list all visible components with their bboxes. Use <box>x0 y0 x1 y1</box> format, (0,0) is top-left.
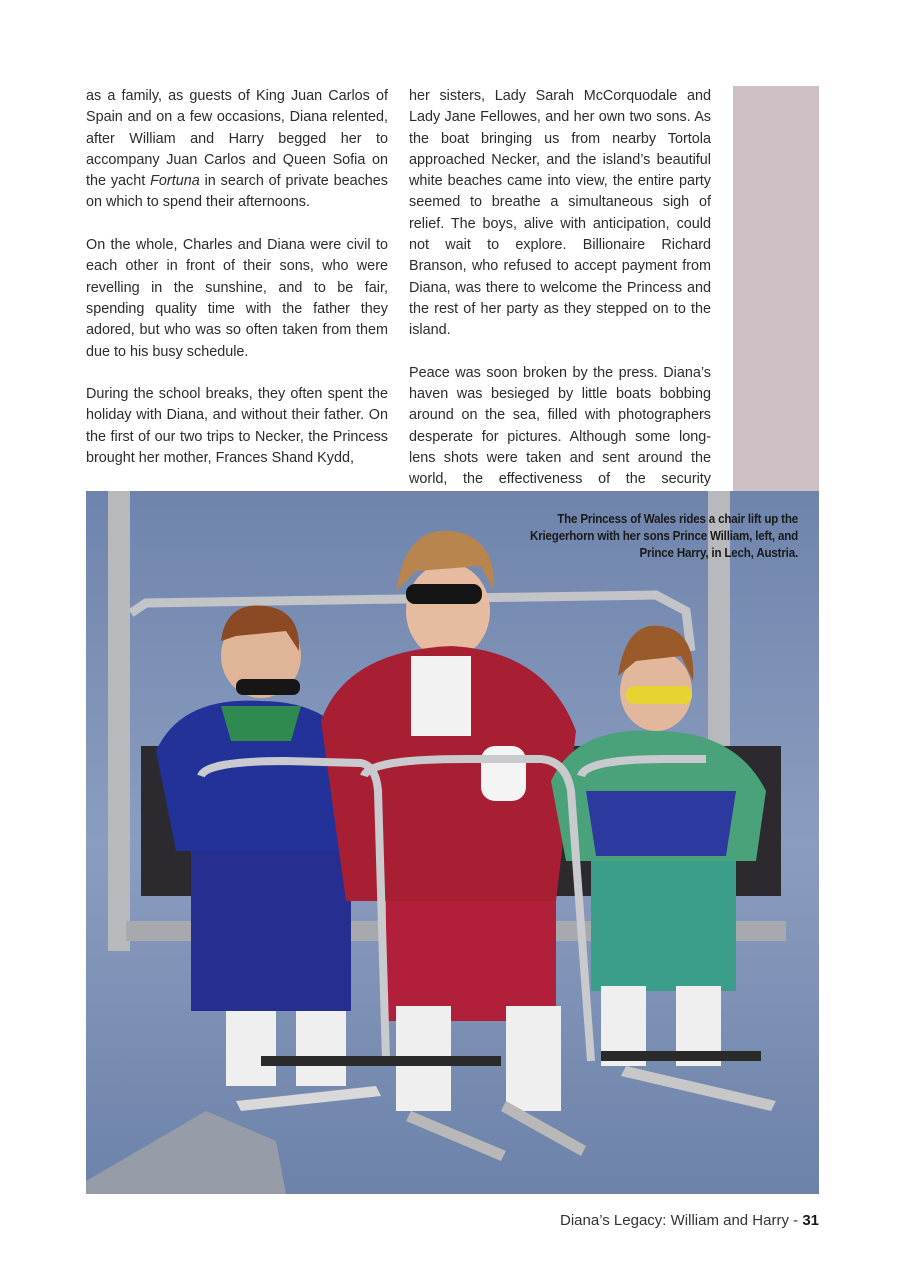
article-right-column <box>409 86 711 533</box>
text-run: in search of private beaches on which to spend their afternoons. <box>86 173 388 211</box>
text-run: During the school breaks, they often spent the holiday with Diana, and without their father. On the first of our two trips to Necker, the Princess brought her mother, Frances Shand Kydd, <box>86 386 388 467</box>
article-left-column <box>86 86 388 491</box>
page-number: 31 <box>802 1212 819 1229</box>
chairlift-pole-left <box>108 491 130 951</box>
page-footer <box>560 1212 819 1229</box>
photo-caption: The Princess of Wales rides a chair lift up the Kriegerhorn with her sons Prince William, left, and Prince Harry, in Lech, Austria. <box>530 512 798 560</box>
paragraph <box>86 86 388 214</box>
text-run: her sisters, Lady Sarah McCorquodale and Lady Jane Fellowes, and her own two sons. As the boat bringing us from nearby Tortola approached Necker, and the island’s beautiful white beaches came into view, the entire party seemed to breathe a simultaneous sigh of relief. The boys, alive with anticipation, could not wait to explore. Billionaire Richard Branson, who refused to accept payment from Diana, was there to welcome the Princess and the rest of her party as they stepped on to the island. <box>409 88 711 339</box>
paragraph <box>409 86 711 342</box>
text-run: On the whole, Charles and Diana were civil to each other in front of their sons, who were revelling in the sunshine, and to be fair, spending quality time with the father they adored, but who was so often taken from them due to his busy schedule. <box>86 237 388 360</box>
text-run: as a family, as guests of King Juan Carlos of Spain and on a few occasions, Diana relented, after William and Harry begged her to accompany Juan Carlos and Queen Sofia on the yacht <box>86 88 388 190</box>
decorative-side-bar <box>733 86 819 492</box>
text-run: Peace was soon broken by the press. Diana’s haven was besieged by little boats bobbing around on the sea, filled with photographers desperate for pictures. Although some long-lens shots were taken and sent around the world, the effectiveness of the security <box>409 364 711 488</box>
photo-illustration <box>86 491 819 1194</box>
chairlift-photo <box>86 491 819 1194</box>
paragraph <box>86 384 388 469</box>
paragraph <box>409 363 711 512</box>
footer-book-title: Diana’s Legacy: William and Harry - <box>560 1212 803 1229</box>
footrest-right <box>601 1051 761 1061</box>
footrest <box>261 1056 501 1066</box>
paragraph <box>86 235 388 363</box>
italic-text: Fortuna <box>150 173 200 190</box>
